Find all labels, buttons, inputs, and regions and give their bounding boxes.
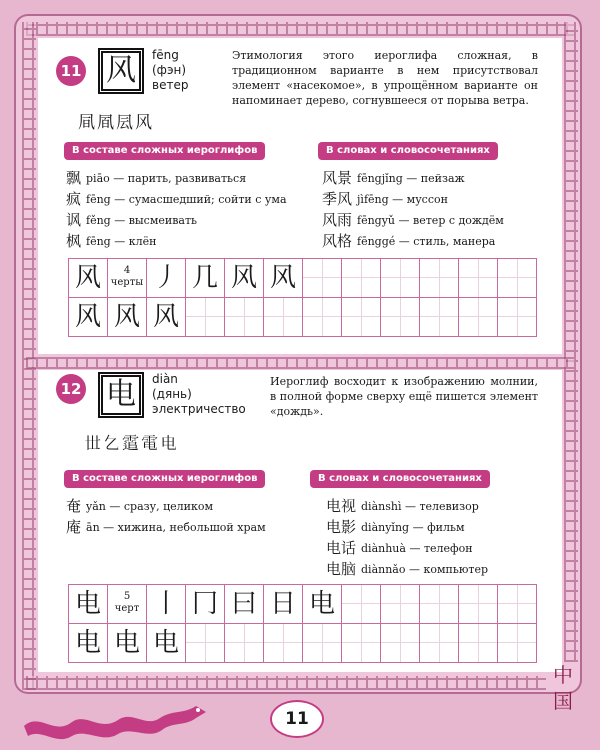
etymology-text: Иероглиф восходит к изображению молнии, в полной форме сверху ещё пишется элемент «дождь». — [270, 375, 538, 418]
practice-sample: 风 — [69, 298, 108, 337]
meaning: электричество — [152, 402, 246, 416]
meaning: ветер — [152, 78, 189, 92]
stroke-cell: 风 — [225, 259, 264, 298]
pinyin: fēng — [152, 48, 179, 62]
practice-cell[interactable] — [303, 624, 342, 663]
complex-characters-list — [66, 168, 287, 252]
practice-cell[interactable] — [342, 624, 381, 663]
writing-grid — [68, 258, 537, 337]
practice-sample: 电 — [108, 624, 147, 663]
words-label: В словах и словосочетаниях — [310, 470, 490, 488]
list-item: 电话 diànhuà — телефон — [326, 539, 473, 557]
ornament-top — [26, 22, 574, 36]
practice-sample: 风 — [108, 298, 147, 337]
list-item: 电影 diànyǐng — фильм — [326, 518, 465, 536]
stroke-cell: 风 — [69, 259, 108, 298]
practice-cell[interactable] — [342, 298, 381, 337]
stroke-cell: 丨 — [147, 585, 186, 624]
writing-grid — [68, 584, 537, 663]
stroke-cell: 电 — [303, 585, 342, 624]
practice-cell[interactable] — [225, 624, 264, 663]
practice-cell[interactable] — [420, 585, 459, 624]
list-item: 枫 fēng — клён — [66, 232, 157, 250]
words-list — [326, 496, 488, 580]
historical-variants: 𠀍𠃉䨨電电 — [84, 434, 179, 454]
practice-cell[interactable] — [381, 585, 420, 624]
practice-cell[interactable] — [264, 298, 303, 337]
practice-cell[interactable] — [186, 624, 225, 663]
practice-cell[interactable] — [420, 298, 459, 337]
words-label: В словах и словосочетаниях — [318, 142, 498, 160]
stroke-count: 5 черт — [108, 585, 147, 624]
list-item: 奄 yǎn — сразу, целиком — [66, 497, 214, 515]
practice-cell[interactable] — [459, 298, 498, 337]
dragon-illustration — [20, 692, 210, 748]
practice-cell[interactable] — [342, 259, 381, 298]
pronunciation — [152, 372, 246, 417]
list-item: 电脑 diànnǎo — компьютер — [326, 560, 489, 578]
list-item: 讽 fěng — высмеивать — [66, 211, 198, 229]
main-character: 电 — [98, 372, 144, 418]
practice-sample: 风 — [147, 298, 186, 337]
practice-sample: 电 — [69, 624, 108, 663]
stroke-count: 4 черты — [108, 259, 147, 298]
practice-cell[interactable] — [498, 298, 537, 337]
practice-cell[interactable] — [459, 259, 498, 298]
list-item: 风景 fēngjǐng — пейзаж — [322, 169, 465, 187]
practice-cell[interactable] — [381, 259, 420, 298]
complex-characters-list — [66, 496, 266, 538]
ornament-bottom — [26, 676, 546, 690]
practice-cell[interactable] — [498, 624, 537, 663]
practice-cell[interactable] — [303, 298, 342, 337]
practice-cell[interactable] — [459, 585, 498, 624]
list-item: 庵 ān — хижина, небольшой храм — [66, 518, 266, 536]
russian-reading: (дянь) — [152, 387, 192, 401]
list-item: 风格 fēnggé — стиль, манера — [322, 232, 496, 250]
practice-cell[interactable] — [498, 259, 537, 298]
stroke-cell: 冂 — [186, 585, 225, 624]
practice-sample: 电 — [147, 624, 186, 663]
list-item: 疯 fēng — сумасшедший; сойти с ума — [66, 190, 287, 208]
ornament-divider — [26, 357, 574, 369]
practice-cell[interactable] — [381, 298, 420, 337]
lesson-panel-12 — [38, 370, 562, 672]
lesson-number: 12 — [56, 374, 86, 404]
list-item: 风雨 fēngyǔ — ветер с дождём — [322, 211, 504, 229]
complex-characters-label: В составе сложных иероглифов — [64, 470, 265, 488]
lesson-number: 11 — [56, 56, 86, 86]
practice-cell[interactable] — [264, 624, 303, 663]
page-number: 11 — [270, 700, 324, 738]
ornament-right — [564, 22, 578, 662]
main-character: 风 — [98, 48, 144, 94]
practice-cell[interactable] — [459, 624, 498, 663]
lesson-panel-11 — [38, 38, 562, 354]
stroke-cell: 日 — [264, 585, 303, 624]
practice-cell[interactable] — [498, 585, 537, 624]
pinyin: diàn — [152, 372, 178, 386]
list-item: 飘 piāo — парить, развиваться — [66, 169, 247, 187]
practice-cell[interactable] — [303, 259, 342, 298]
words-list — [322, 168, 504, 252]
practice-cell[interactable] — [225, 298, 264, 337]
practice-cell[interactable] — [186, 298, 225, 337]
pronunciation — [152, 48, 188, 93]
etymology-text: Этимология этого иероглифа сложная, в традиционном варианте в нем присутствовал элемент «насекомое», в упрощённом варианте он напоминает дерево, согнувшееся от порыва ветра. — [232, 49, 538, 107]
list-item: 季风 jìfēng — муссон — [322, 190, 448, 208]
historical-variants: 凬凮凨风 — [78, 113, 154, 133]
practice-cell[interactable] — [342, 585, 381, 624]
practice-cell[interactable] — [420, 259, 459, 298]
stroke-cell: 丿 — [147, 259, 186, 298]
list-item: 电视 diànshì — телевизор — [326, 497, 479, 515]
complex-characters-label: В составе сложных иероглифов — [64, 142, 265, 160]
practice-cell[interactable] — [381, 624, 420, 663]
russian-reading: (фэн) — [152, 63, 187, 77]
stroke-cell: 几 — [186, 259, 225, 298]
stroke-cell: 电 — [69, 585, 108, 624]
corner-seal-text: 中国 — [553, 663, 573, 713]
ornament-left — [22, 22, 36, 690]
stroke-cell: 曰 — [225, 585, 264, 624]
stroke-cell: 风 — [264, 259, 303, 298]
practice-cell[interactable] — [420, 624, 459, 663]
